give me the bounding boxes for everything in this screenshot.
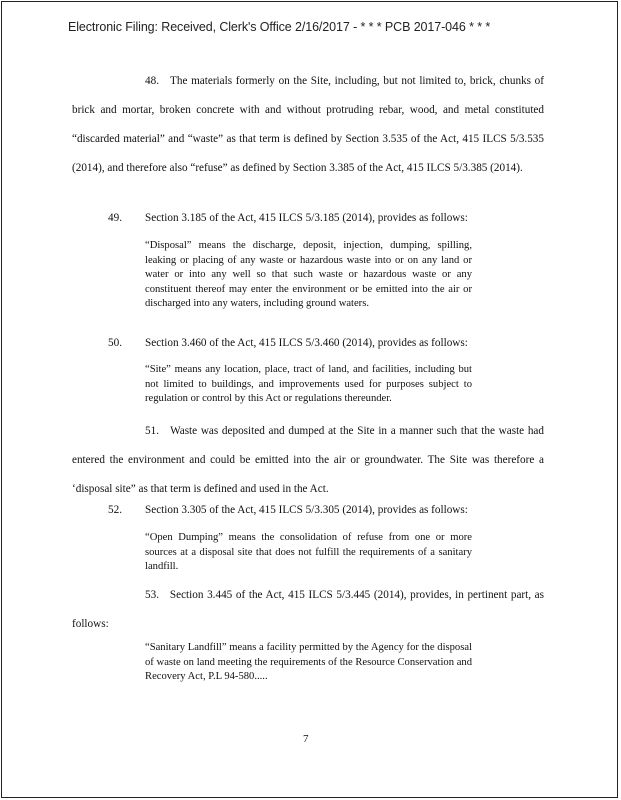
paragraph-53-text: Section 3.445 of the Act, 415 ILCS 5/3.445 (2014), provides, in pertinent part, as follows: (72, 589, 544, 630)
paragraph-48 (72, 67, 544, 183)
paragraph-49 (108, 212, 548, 224)
paragraph-48-text: The materials formerly on the Site, including, but not limited to, brick, chunks of brick and mortar, broken concrete with and without protruding rebar, wood, and metal constituted “discarded material” and “waste” as that term is defined by Section 3.535 of the Act, 415 ILCS 5/3.535 (2014), and therefore also “refuse” as defined by Section 3.385 of the Act, 415 ILCS 5/3.385 (2014). (72, 75, 545, 174)
paragraph-50-text: Section 3.460 of the Act, 415 ILCS 5/3.460 (2014), provides as follows: (145, 337, 468, 349)
quote-site-definition: “Site” means any location, place, tract of land, and facilities, including but not limited to buildings, and improvements used for purposes subject to regulation or control by this Act or regulations thereunder. (145, 364, 472, 405)
page-number: 7 (303, 733, 309, 745)
quote-open-dumping-definition: “Open Dumping” means the consolidation of refuse from one or more sources at a disposal site that does not fulfill the requirements of a sanitary landfill. (145, 532, 472, 573)
paragraph-52 (108, 504, 548, 516)
paragraph-48-number: 48. (145, 75, 159, 87)
paragraph-51-text: Waste was deposited and dumped at the Site in a manner such that the waste had entered the environment and could be emitted into the air or groundwater. The Site was therefore a ‘disposal site” as that term is defined and used in the Act. (72, 425, 544, 495)
paragraph-53-number: 53. (145, 589, 159, 601)
filing-header: Electronic Filing: Received, Clerk's Office 2/16/2017 - * * * PCB 2017-046 * * * (68, 20, 491, 34)
paragraph-51-number: 51. (145, 425, 159, 437)
paragraph-50-number: 50. (108, 337, 122, 349)
paragraph-51 (72, 417, 544, 504)
paragraph-49-number: 49. (108, 212, 122, 224)
paragraph-52-number: 52. (108, 504, 122, 516)
quote-sanitary-landfill-definition: “Sanitary Landfill” means a facility permitted by the Agency for the disposal of waste on land meeting the requirements of the Resource Conservation and Recovery Act, P.L 94-580..... (145, 642, 472, 683)
paragraph-53 (72, 581, 544, 639)
paragraph-52-text: Section 3.305 of the Act, 415 ILCS 5/3.305 (2014), provides as follows: (145, 504, 468, 516)
paragraph-49-text: Section 3.185 of the Act, 415 ILCS 5/3.185 (2014), provides as follows: (145, 212, 468, 224)
paragraph-50 (108, 337, 548, 349)
quote-disposal-definition: “Disposal” means the discharge, deposit, injection, dumping, spilling, leaking or placing of any waste or hazardous waste into or on any land or water or into any well so that such waste or hazardous waste or any constituent thereof may enter the environment or be emitted into the air or discharged into any waters, including ground waters. (145, 240, 472, 310)
